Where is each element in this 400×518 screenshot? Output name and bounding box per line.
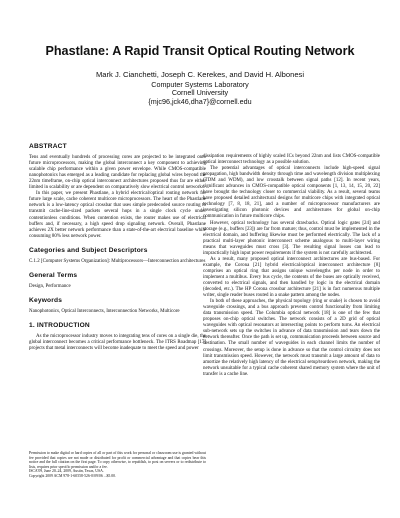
- copyright-line: Copyright 2009 ACM 978-1-60558-526-0/09/06 ...$5.00.: [29, 473, 117, 478]
- copyright-footnote: [29, 451, 206, 479]
- body-paragraph: In both of these approaches, the physical topology (ring or snake) is chosen to avoid waveguide crossings, and a bus approach prevents control functionality from limiting data transmission speed. The Columbia optical network [18] is one of the few that proposes on-chip optical switches. The network consists of a 2D grid of optical waveguides with optical resonators at intersecting points to perform turns. An electrical sub-network sets up the switches in advance of data transmission and tears down the network thereafter. Once the path is set up, communication proceeds between source and destination. The small number of waveguides in each channel limits the number of crossings. Moreover, the setup is done in advance so that the control circuitry does not limit transmission speed. However, the network must transmit a large amount of data to amortize the relatively high latency of the electrical setup/teardown network, making the network unsuitable for a typical cache coherent shared memory system where the unit of transfer is a cache line.: [203, 299, 380, 377]
- abstract-heading: ABSTRACT: [29, 143, 67, 150]
- keywords-heading: Keywords: [29, 296, 63, 304]
- abstract-paragraph: Tens and eventually hundreds of processing cores are projected to be integrated onto future microprocessors, making the global interconnect a key component to achieving scalable chip performance within a given power envelope. While CMOS-compatible nanophotonics has emerged as a leading candidate for replacing global wires beyond the 22nm timeframe, on-chip optical interconnect architectures proposed thus far are either limited in scalability or are dependent on comparatively slow electrical control networks.: [29, 155, 206, 191]
- affiliation-university: Cornell University: [171, 88, 229, 98]
- author-block: [0, 71, 400, 106]
- introduction-heading: 1. INTRODUCTION: [29, 321, 90, 329]
- conference-info: ISCA'09, June 20–24, 2009, Austin, Texas, USA.: [29, 469, 104, 474]
- right-column: [203, 154, 380, 378]
- intro-paragraph: As the microprocessor industry moves to integrating tens of cores on a single die, the global interconnect becomes a critical performance bottleneck. The ITRS Roadmap [17] projects that metal interconnects will become inadequate to meet the speed and power: [29, 334, 206, 352]
- body-paragraph: However, optical technology has several drawbacks. Optical logic gates [24] and storage (e.g., buffers [23]) are far from mature; thus, control must be implemented in the electrical domain, and buffering likewise must be performed electrically. The lack of a practical multi-layer photonic interconnect scheme analogous to multi-layer wiring means that waveguides must cross [3]. The resulting signal losses can lead to impractically high input power requirements if the system is not carefully architected.: [203, 220, 380, 256]
- categories-heading: Categories and Subject Descriptors: [29, 246, 148, 254]
- author-names: Mark J. Cianchetti, Joseph C. Kerekes, and David H. Albonesi: [95, 70, 305, 79]
- permission-text: Permission to make digital or hard copies of all or part of this work for personal or classroom use is granted without fee provided that copies are not made or distributed for profit or commercial advantage and that copies bear this notice and the full citation on the first page. To copy otherwise, to republish, to post on servers or to redistribute to lists, requires prior specific permission and/or a fee.: [29, 451, 206, 469]
- body-paragraph: The potential advantages of optical interconnects include high-speed signal propagation, high bandwidth density through time and wavelength division multiplexing (TDM and WDM), and low crosstalk between signal paths [12]. In recent years, significant advances in CMOS-compatible optical components [1, 13, 14, 15, 20, 22] have brought the technology closer to commercial viability. As a result, several teams have proposed detailed architectural designs for multicore chips with integrated optical technology [7, 8, 18, 21], and a number of microprocessor manufacturers are investigating silicon photonic devices and architectures for global on-chip communication in future multicore chips.: [203, 166, 380, 220]
- left-column: [29, 136, 206, 352]
- author-emails: {mjc96,jck46,dha7}@cornell.edu: [148, 96, 252, 106]
- affiliation-lab: Computer Systems Laboratory: [151, 79, 249, 89]
- abstract-body: [29, 155, 206, 240]
- abstract-paragraph: In this paper, we present Phastlane, a hybrid electrical/optical routing network for future large scale, cache coherent multicore microprocessors. The heart of the Phastlane network is a low-latency optical crossbar that uses simple predecoded source routing to transmit cache-line-sized packets several hops in a single clock cycle under contentionless conditions. When contention exists, the router makes use of electrical buffers and, if necessary, a high speed drop signaling network. Overall, Phastlane achieves 2X better network performance than a state-of-the-art electrical baseline while consuming 80% less network power.: [29, 191, 206, 239]
- body-paragraph: As a result, many proposed optical interconnect architectures are bus-based. For example, the Corona [21] hybrid electrical/optical interconnect architecture [8] comprises an optical ring that assigns unique wavelengths per node in order to implement a multibus. Every bus cycle, the contents of the buses are optically received, converted to electrical signals, and then handled by logic in the electrical domain (decoded, etc.). The HP Corona crossbar architecture [21] is in fact numerous multiple writer, single reader buses routed in a snake pattern among the nodes.: [203, 256, 380, 299]
- categories-text: C.1.2 [Computer Systems Organization]: Multiprocessors—Interconnection architectures: [29, 258, 206, 264]
- paper-title: Phastlane: A Rapid Transit Optical Routing Network: [45, 44, 355, 58]
- body-paragraph: dissipation requirements of highly scaled ICs beyond 22nm and lists CMOS-compatible optical interconnect technology as a possible solution.: [203, 154, 380, 166]
- general-terms-heading: General Terms: [29, 271, 78, 279]
- keywords-text: Nanophotonics, Optical Interconnects, Interconnection Networks, Multicore: [29, 308, 180, 314]
- general-terms-text: Design, Performance: [29, 283, 71, 289]
